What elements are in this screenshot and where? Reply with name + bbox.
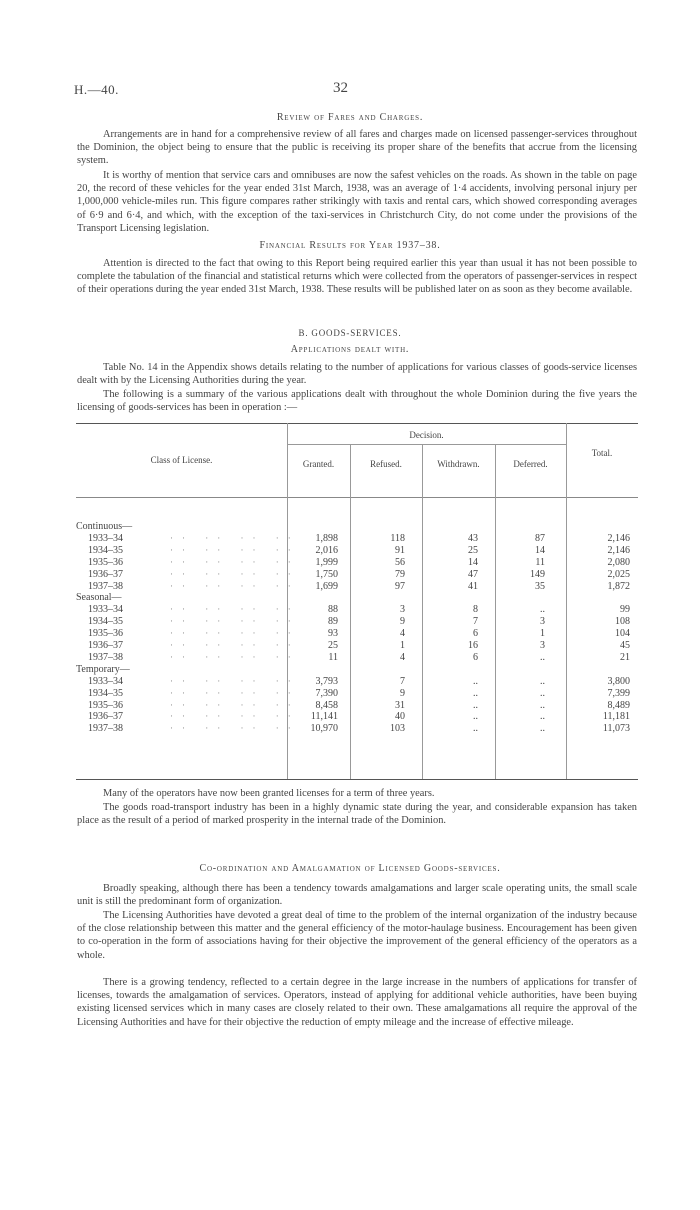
cell-refused: 4 — [400, 628, 405, 640]
cell-granted: 1,750 — [315, 568, 338, 580]
page-number: 32 — [333, 80, 348, 96]
cell-refused: 31 — [395, 699, 405, 711]
column-header-granted: Granted. — [302, 459, 335, 469]
leader-dots: ·· ·· ·· ·· — [170, 568, 300, 579]
cell-deferred: 3 — [540, 616, 545, 628]
cell-total: 104 — [615, 628, 630, 640]
decision-rule — [287, 444, 566, 445]
cell-granted: 2,016 — [315, 544, 338, 556]
paragraph-review-1: Arrangements are in hand for a comprehensive review of all fares and charges made on licensed passenger-services throughout the Dominion, the object being to ensure that the public is receiving its proper share of the benefits that accrue from the licensing system. — [77, 129, 637, 167]
leader-dots: ·· ·· ·· ·· — [170, 628, 300, 639]
cell-withdrawn: 6 — [473, 651, 478, 663]
cell-deferred: 87 — [535, 532, 545, 544]
row-year: 1935–36 — [88, 628, 123, 640]
cell-total: 2,146 — [607, 532, 630, 544]
paragraph-coordination-2: The Licensing Authorities have devoted a great deal of time to the problem of the internal organization of the industry because of the close relationship between this matter and the general efficiency of the motor-haulage business. Encouragement has been given to co-operation in the form of associations having for their objective the improvement of the general efficiency of the operators as a whole. — [77, 910, 637, 961]
cell-deferred: .. — [540, 711, 545, 723]
cell-withdrawn: .. — [473, 723, 478, 735]
cell-refused: 103 — [390, 723, 405, 735]
leader-dots: ·· ·· ·· ·· — [170, 532, 300, 543]
cell-withdrawn: 41 — [468, 580, 478, 592]
cell-total: 11,181 — [602, 711, 630, 723]
cell-refused: 56 — [395, 556, 405, 568]
cell-total: 21 — [620, 651, 630, 663]
cell-refused: 118 — [390, 532, 405, 544]
cell-granted: 11 — [328, 651, 338, 663]
cell-total: 7,399 — [607, 687, 630, 699]
cell-deferred: .. — [540, 723, 545, 735]
row-year: 1934–35 — [88, 544, 123, 556]
heading-coordination: Co-ordination and Amalgamation of Licensed Goods-services. — [199, 863, 501, 874]
paragraph-review-2: It is worthy of mention that service cars and omnibuses are now the safest vehicles on the roads. As shown in the table on page 20, the record of these vehicles for the year ended 31st March, 1938, was an average of 1·4 accidents, involving personal injury per 1,000,000 vehicle-miles run. This figure compares rather strikingly with taxis and rental cars, which showed corresponding averages of 6·9 and 6·4, and which, with the exception of the taxi-services in Christchurch City, do not come under the provisions of the Transport Licensing legislation. — [77, 170, 637, 234]
cell-deferred: 35 — [535, 580, 545, 592]
row-year: 1934–35 — [88, 687, 123, 699]
cell-deferred: 14 — [535, 544, 545, 556]
cell-total: 45 — [620, 640, 630, 651]
row-group-label: Continuous— — [76, 521, 133, 532]
cell-withdrawn: 14 — [468, 556, 478, 568]
cell-refused: 1 — [400, 640, 405, 651]
column-header-withdrawn: Withdrawn. — [437, 459, 480, 469]
cell-total: 11,073 — [602, 723, 630, 735]
leader-dots: ·· ·· ·· ·· — [170, 675, 300, 686]
cell-granted: 1,898 — [315, 532, 338, 544]
cell-refused: 91 — [395, 544, 405, 556]
cell-deferred: 149 — [530, 568, 545, 580]
leader-dots: ·· ·· ·· ·· — [170, 580, 300, 591]
leader-dots: ·· ·· ·· ·· — [170, 556, 300, 567]
cell-refused: 7 — [400, 675, 405, 687]
cell-granted: 3,793 — [315, 675, 338, 687]
cell-granted: 25 — [328, 640, 338, 651]
cell-withdrawn: 47 — [468, 568, 478, 580]
table-divider — [566, 423, 567, 779]
table-divider — [495, 444, 496, 779]
leader-dots: ·· ·· ·· ·· — [170, 651, 300, 662]
cell-granted: 7,390 — [315, 687, 338, 699]
cell-withdrawn: .. — [473, 675, 478, 687]
cell-withdrawn: .. — [473, 699, 478, 711]
row-year: 1937–38 — [88, 651, 123, 663]
column-header-total: Total. — [591, 448, 613, 458]
cell-total: 99 — [620, 604, 630, 616]
column-header-deferred: Deferred. — [513, 459, 548, 469]
cell-granted: 93 — [328, 628, 338, 640]
leader-dots: ·· ·· ·· ·· — [170, 711, 300, 722]
row-year: 1937–38 — [88, 723, 123, 735]
cell-refused: 40 — [395, 711, 405, 723]
cell-withdrawn: 7 — [473, 616, 478, 628]
leader-dots: ·· ·· ·· ·· — [170, 699, 300, 710]
leader-dots: ·· ·· ·· ·· — [170, 616, 300, 627]
row-year: 1937–38 — [88, 580, 123, 592]
cell-refused: 97 — [395, 580, 405, 592]
cell-withdrawn: 8 — [473, 604, 478, 616]
cell-deferred: .. — [540, 687, 545, 699]
leader-dots: ·· ·· ·· ·· — [170, 723, 300, 734]
row-year: 1935–36 — [88, 699, 123, 711]
table-divider — [422, 444, 423, 779]
cell-granted: 10,970 — [310, 723, 338, 735]
cell-refused: 4 — [400, 651, 405, 663]
cell-refused: 9 — [400, 616, 405, 628]
cell-deferred: .. — [540, 604, 545, 616]
paragraph-financial-1: Attention is directed to the fact that owing to this Report being required earlier this year than usual it has not been possible to complete the tabulation of the financial and statistical returns which were collected from the operators of passenger-services in respect of their operations during the year ended 31st March, 1938. These results will be published later on as soon as they become available. — [77, 258, 637, 296]
leader-dots: ·· ·· ·· ·· — [170, 544, 300, 555]
cell-deferred: 11 — [535, 556, 545, 568]
cell-total: 2,025 — [607, 568, 630, 580]
cell-total: 3,800 — [607, 675, 630, 687]
paragraph-applications-1: Table No. 14 in the Appendix shows details relating to the number of applications for various classes of goods-service licenses dealt with by the Licensing Authorities during the year. — [77, 362, 637, 387]
heading-applications: Applications dealt with. — [290, 344, 410, 355]
column-header-refused: Refused. — [370, 459, 402, 469]
heading-goods-services: B. GOODS-SERVICES. — [298, 328, 402, 338]
table-header-rule — [76, 497, 638, 498]
paragraph-coordination-1: Broadly speaking, although there has been a tendency towards amalgamations and larger scale operating units, the small scale unit is still the predominant form of organization. — [77, 883, 637, 908]
row-year: 1933–34 — [88, 532, 123, 544]
cell-total: 8,489 — [607, 699, 630, 711]
cell-deferred: .. — [540, 675, 545, 687]
table-divider — [350, 444, 351, 779]
cell-total: 2,080 — [607, 556, 630, 568]
cell-deferred: .. — [540, 699, 545, 711]
cell-withdrawn: .. — [473, 711, 478, 723]
paragraph-after-table-1: Many of the operators have now been granted licenses for a term of three years. — [103, 788, 435, 799]
row-year: 1934–35 — [88, 616, 123, 628]
paragraph-applications-2: The following is a summary of the various applications dealt with throughout the whole Dominion during the five years the licensing of goods-services has been in operation :— — [77, 389, 637, 414]
cell-deferred: 1 — [540, 628, 545, 640]
row-group-label: Temporary— — [76, 663, 130, 675]
table-top-rule — [76, 423, 638, 424]
column-header-decision: Decision. — [409, 430, 444, 440]
cell-granted: 8,458 — [315, 699, 338, 711]
cell-total: 1,872 — [607, 580, 630, 592]
cell-withdrawn: 43 — [468, 532, 478, 544]
row-year: 1936–37 — [88, 640, 123, 651]
row-year: 1936–37 — [88, 711, 123, 723]
cell-granted: 89 — [328, 616, 338, 628]
leader-dots: ·· ·· ·· ·· — [170, 640, 300, 650]
column-header-class: Class of License. — [150, 455, 213, 465]
cell-total: 108 — [615, 616, 630, 628]
row-year: 1933–34 — [88, 675, 123, 687]
cell-deferred: 3 — [540, 640, 545, 651]
table-bottom-rule — [76, 779, 638, 780]
cell-granted: 88 — [328, 604, 338, 616]
row-group-label: Seasonal— — [76, 592, 122, 604]
cell-total: 2,146 — [607, 544, 630, 556]
paragraph-coordination-3: There is a growing tendency, reflected to a certain degree in the large increase in the numbers of applications for transfer of licenses, towards the amalgamation of services. Operators, instead of applying for additional vehicle authorities, have been buying existing licensed services which in many cases are closely related to their own. These amalgamations all require the approval of the Licensing Authorities and have for their objective the reduction of empty mileage and the increase of effective mileage. — [77, 977, 637, 1028]
row-year: 1935–36 — [88, 556, 123, 568]
cell-refused: 3 — [400, 604, 405, 616]
cell-granted: 11,141 — [310, 711, 338, 723]
paragraph-after-table-2: The goods road-transport industry has been in a highly dynamic state during the year, and considerable expansion has taken place as the result of a period of marked prosperity in the internal trade of the Dominion. — [77, 802, 637, 827]
heading-financial-results: Financial Results for Year 1937–38. — [259, 240, 441, 251]
cell-granted: 1,999 — [315, 556, 338, 568]
leader-dots: ·· ·· ·· ·· — [170, 687, 300, 698]
cell-withdrawn: 6 — [473, 628, 478, 640]
cell-withdrawn: 16 — [468, 640, 478, 651]
cell-withdrawn: .. — [473, 687, 478, 699]
cell-refused: 79 — [395, 568, 405, 580]
cell-granted: 1,699 — [315, 580, 338, 592]
row-year: 1936–37 — [88, 568, 123, 580]
cell-withdrawn: 25 — [468, 544, 478, 556]
row-year: 1933–34 — [88, 604, 123, 616]
leader-dots: ·· ·· ·· ·· — [170, 604, 300, 615]
cell-deferred: .. — [540, 651, 545, 663]
document-reference: H.—40. — [74, 82, 119, 97]
heading-review-fares: Review of Fares and Charges. — [276, 112, 424, 123]
cell-refused: 9 — [400, 687, 405, 699]
